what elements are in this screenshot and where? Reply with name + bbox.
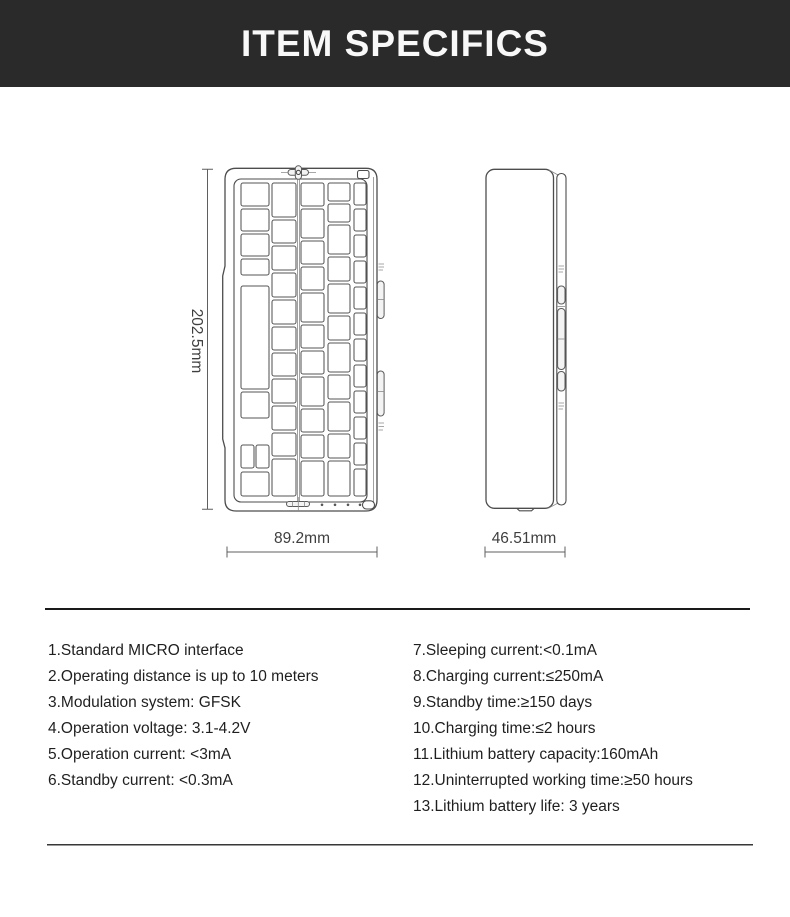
side-width-dimension-label: 46.51mm [491,530,557,547]
key-plate [234,179,367,502]
spec-item: 4.Operation voltage: 3.1-4.2V [48,720,251,737]
keyboard-key [301,293,324,322]
keyboard-key [301,351,324,374]
keyboard-key [328,257,350,281]
keyboard-key [256,445,269,468]
keyboard-key [328,316,350,340]
side-edge-details [558,266,565,409]
header-bar [0,0,790,87]
side-body [486,169,554,508]
keyboard-key [328,343,350,372]
keyboard-key [354,417,366,439]
keyboard-key [354,443,366,465]
spec-list-right [413,638,693,820]
spec-item: 11.Lithium battery capacity:160mAh [413,746,659,763]
keyboard-key [241,286,269,389]
dimension-width-keyboard [227,530,377,558]
keyboard-key [328,375,350,399]
bottom-divider [47,844,753,846]
keyboard-side-view [486,169,566,511]
keyboard-key [241,234,269,256]
keyboard-key [301,325,324,348]
keyboard-key [301,377,324,406]
keyboard-key [354,287,366,309]
keyboard-key [354,313,366,335]
led-dots [321,504,362,507]
keyboard-keys [241,183,366,496]
keyboard-key [301,435,324,458]
keyboard-key [354,365,366,387]
keyboard-key [272,246,296,270]
keyboard-key [301,183,324,206]
keyboard-key [272,379,296,403]
keyboard-outline [223,168,377,511]
keyboard-key [301,241,324,264]
side-bottom-notch [517,509,534,511]
keyboard-key [354,235,366,257]
keyboard-top-view [223,166,384,511]
keyboard-key [272,220,296,243]
keyboard-key [328,434,350,458]
hinge-top-icon [281,166,316,180]
spec-list-left [48,638,319,794]
keyboard-key [328,284,350,313]
keyboard-key [241,392,269,418]
keyboard-key [301,209,324,238]
keyboard-key [301,409,324,432]
keyboard-key [241,259,269,275]
keyboard-key [272,183,296,217]
keyboard-key [301,267,324,290]
indicator-window-bottom [363,501,375,509]
hinge-bottom-icon [287,497,310,511]
keyboard-key [272,327,296,350]
keyboard-key [354,339,366,361]
keyboard-key [328,461,350,496]
spec-item: 10.Charging time:≤2 hours [413,720,596,737]
keyboard-key [241,209,269,231]
spec-item: 7.Sleeping current:<0.1mA [413,642,597,659]
keyboard-key [354,209,366,231]
side-edge-strip [557,174,566,506]
keyboard-key [328,183,350,201]
spec-item: 1.Standard MICRO interface [48,642,244,659]
spec-item: 13.Lithium battery life: 3 years [413,798,620,815]
spec-item: 2.Operating distance is up to 10 meters [48,668,319,685]
keyboard-key [241,183,269,206]
height-dimension-label: 202.5mm [188,308,205,374]
keyboard-key [328,225,350,254]
keyboard-key [272,433,296,456]
fold-seam [298,176,300,502]
keyboard-key [354,261,366,283]
dimension-height [188,169,213,509]
keyboard-key [272,406,296,430]
spec-item: 12.Uninterrupted working time:≥50 hours [413,772,693,789]
keyboard-key [241,445,254,468]
keyboard-key [272,353,296,376]
spec-item: 3.Modulation system: GFSK [48,694,241,711]
top-divider [45,608,750,610]
keyboard-key [354,183,366,205]
page-title: ITEM SPECIFICS [241,22,549,64]
keyboard-key [354,469,366,496]
indicator-window-top [358,171,370,179]
keyboard-key [328,402,350,431]
keyboard-key [354,391,366,413]
keyboard-key [272,273,296,297]
spec-item: 8.Charging current:≤250mA [413,668,604,685]
keyboard-key [328,204,350,222]
keyboard-key [272,459,296,496]
keyboard-width-dimension-label: 89.2mm [274,530,330,547]
side-buttons [377,264,384,430]
spec-item: 9.Standby time:≥150 days [413,694,593,711]
keyboard-key [272,300,296,324]
dimension-width-side [485,530,565,558]
keyboard-key [241,472,269,496]
spec-item: 5.Operation current: <3mA [48,746,232,763]
keyboard-key [301,461,324,496]
spec-item: 6.Standby current: <0.3mA [48,772,233,789]
